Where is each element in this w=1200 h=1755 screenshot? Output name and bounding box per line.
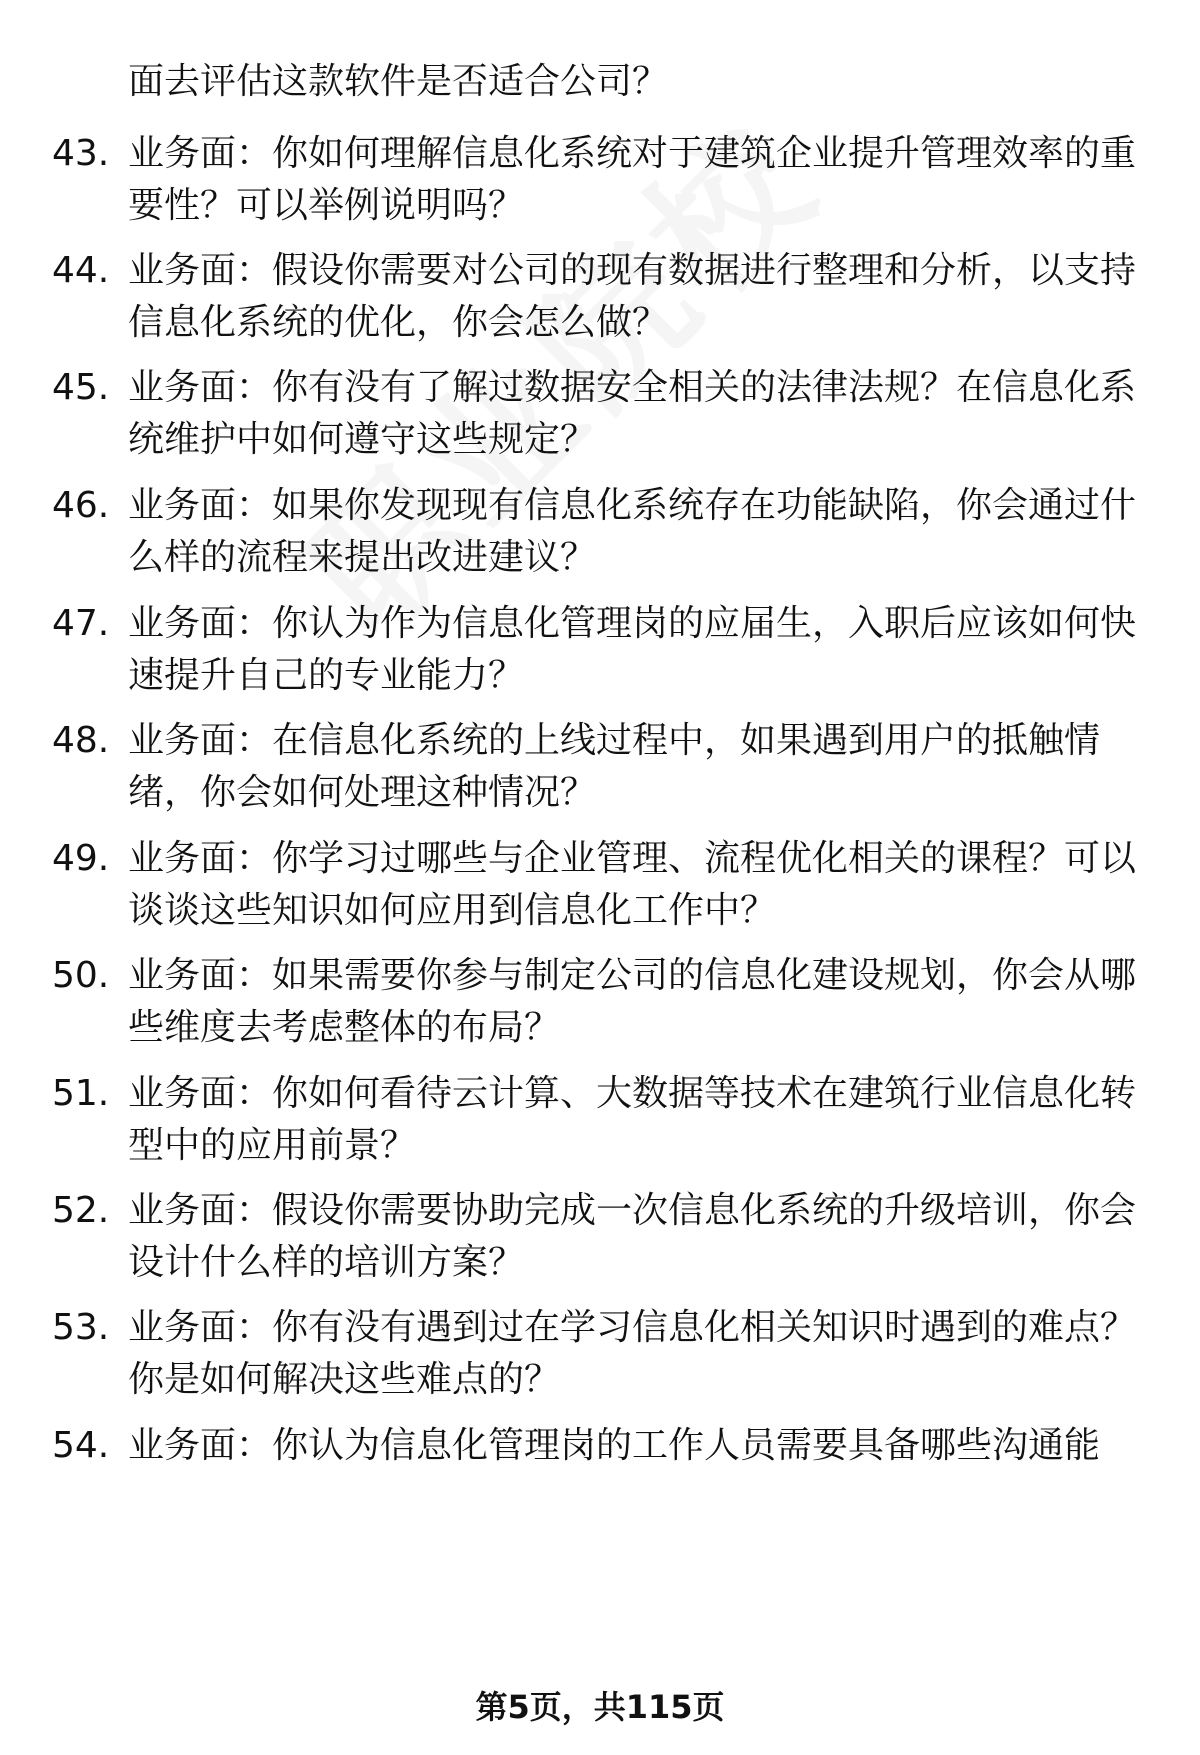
item-text [128, 362, 1138, 466]
item-number: 44. [52, 250, 110, 291]
item-text [128, 480, 1138, 584]
item-text [128, 1302, 1138, 1406]
item-line: 业务面：如果需要你参与制定公司的信息化建设规划，你会从哪 [128, 955, 1137, 996]
item-line: 业务面：假设你需要协助完成一次信息化系统的升级培训，你会 [128, 1190, 1137, 1231]
item-line: 你是如何解决这些难点的？ [128, 1359, 561, 1400]
item-line: 些维度去考虑整体的布局？ [128, 1007, 561, 1048]
item-line: 业务面：假设你需要对公司的现有数据进行整理和分析，以支持 [128, 250, 1137, 291]
item-text [128, 715, 1138, 819]
item-number: 51. [52, 1073, 110, 1114]
item-line: 绪，你会如何处理这种情况？ [128, 772, 597, 813]
item-line: 么样的流程来提出改进建议？ [128, 537, 597, 578]
item-line: 业务面：你学习过哪些与企业管理、流程优化相关的课程？可以 [128, 838, 1137, 879]
item-number: 43. [52, 133, 110, 174]
item-number: 47. [52, 603, 110, 644]
item-number: 48. [52, 720, 110, 761]
item-line: 业务面：你如何理解信息化系统对于建筑企业提升管理效率的重 [128, 133, 1137, 174]
item-text [128, 1185, 1138, 1289]
item-text [128, 1068, 1138, 1172]
item-text [128, 245, 1138, 349]
item-line: 速提升自己的专业能力？ [128, 655, 525, 696]
item-text [128, 833, 1138, 937]
item-number: 45. [52, 367, 110, 408]
item-number: 52. [52, 1190, 110, 1231]
item-text [128, 1420, 1138, 1472]
item-line: 业务面：如果你发现现有信息化系统存在功能缺陷，你会通过什 [128, 485, 1137, 526]
item-line: 设计什么样的培训方案？ [128, 1242, 525, 1283]
item-line: 面去评估这款软件是否适合公司？ [128, 61, 669, 102]
item-line: 业务面：你有没有遇到过在学习信息化相关知识时遇到的难点？ [128, 1307, 1137, 1348]
item-line: 业务面：你有没有了解过数据安全相关的法律法规？在信息化系 [128, 367, 1137, 408]
item-number: 54. [52, 1425, 110, 1466]
item-line: 信息化系统的优化，你会怎么做？ [128, 302, 669, 343]
item-number: 46. [52, 485, 110, 526]
item-line: 型中的应用前景？ [128, 1125, 417, 1166]
item-text [128, 128, 1138, 232]
item-line: 业务面：你认为信息化管理岗的工作人员需要具备哪些沟通能 [128, 1425, 1101, 1466]
item-line: 业务面：你如何看待云计算、大数据等技术在建筑行业信息化转 [128, 1073, 1137, 1114]
item-line: 要性？可以举例说明吗？ [128, 185, 525, 226]
item-text [128, 56, 1138, 108]
item-number: 50. [52, 955, 110, 996]
item-text [128, 950, 1138, 1054]
item-text [128, 598, 1138, 702]
page-footer: 第5页，共115页 [475, 1688, 725, 1726]
item-line: 业务面：在信息化系统的上线过程中，如果遇到用户的抵触情 [128, 720, 1101, 761]
item-number: 49. [52, 838, 110, 879]
item-line: 统维护中如何遵守这些规定？ [128, 419, 597, 460]
item-line: 谈谈这些知识如何应用到信息化工作中？ [128, 890, 777, 931]
item-number: 53. [52, 1307, 110, 1348]
item-line: 业务面：你认为作为信息化管理岗的应届生，入职后应该如何快 [128, 603, 1137, 644]
